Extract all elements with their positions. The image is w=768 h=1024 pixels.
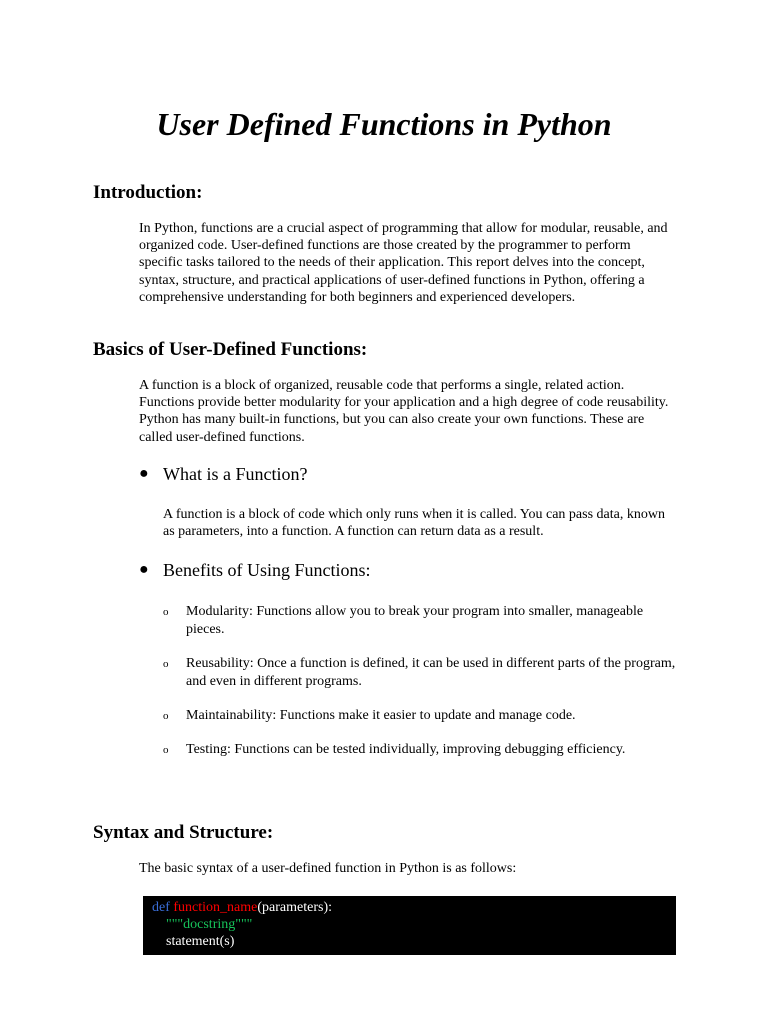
introduction-heading: Introduction: [93,182,203,203]
list-item-text: Maintainability: Functions make it easier to update and manage code. [186,708,576,723]
code-keyword: def [152,900,170,915]
hollow-circle-icon: o [163,606,169,618]
syntax-heading: Syntax and Structure: [93,822,274,843]
hollow-circle-icon: o [163,658,169,670]
bullet-dot-icon: ● [139,465,149,482]
code-params: (parameters): [257,900,332,915]
bullet-label: What is a Function? [163,464,308,484]
code-line-docstring [152,916,676,933]
what-is-function-paragraph: A function is a block of code which only runs when it is called. You can pass data, known as parameters, into a function. A function can return data as a result. [163,507,665,540]
list-item-text: Testing: Functions can be tested individually, improving debugging efficiency. [186,742,626,757]
code-function-name: function_name [173,900,258,915]
code-block [143,896,676,955]
document-title: User Defined Functions in Python [156,106,612,142]
hollow-circle-icon: o [163,710,169,722]
list-item-text: Reusability: Once a function is defined, it can be used in different parts of the program, and even in different programs. [186,656,676,690]
basics-paragraph: A function is a block of organized, reusable code that performs a single, related action. Functions provide better modularity for your application and a high degree of code reusability. Python has many built-in functions, but you can also create your own functions. These are called user-defined functions. [139,378,669,445]
list-item-text: Modularity: Functions allow you to break your program into smaller, manageable pieces. [186,604,644,638]
code-line-def [152,899,676,916]
introduction-paragraph: In Python, functions are a crucial aspect of programming that allow for modular, reusable, and organized code. User-defined functions are those created by the programmer to perform specific tasks tailored to the needs of their application. This report delves into the concept, syntax, structure, and practical applications of user-defined functions in Python, offering a comprehensive understanding for both beginners and experienced developers. [139,221,668,305]
hollow-circle-icon: o [163,744,169,756]
code-line-statement [152,933,676,950]
code-docstring: """docstring""" [166,917,253,932]
bullet-label: Benefits of Using Functions: [163,560,371,580]
syntax-paragraph: The basic syntax of a user-defined function in Python is as follows: [139,861,517,876]
bullet-dot-icon: ● [139,561,149,578]
code-statement: statement(s) [166,934,235,949]
basics-heading: Basics of User-Defined Functions: [93,339,368,360]
